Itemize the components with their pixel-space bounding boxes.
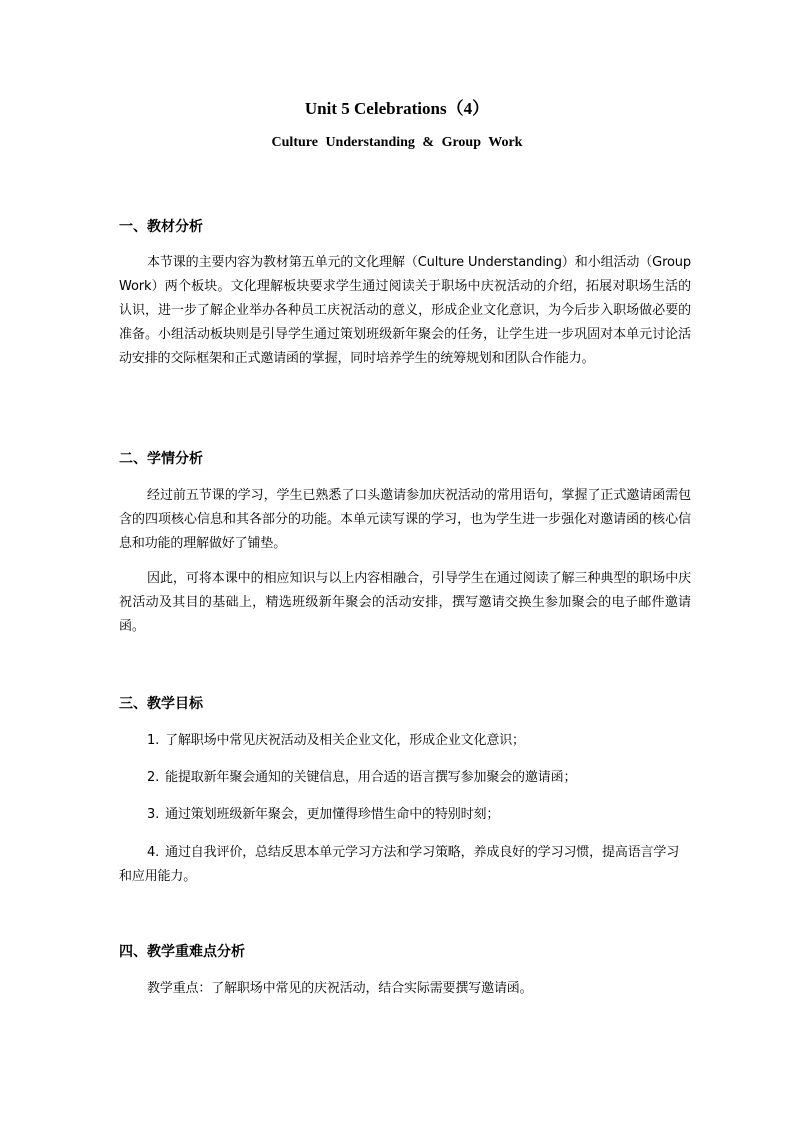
section-paragraph: 教学重点：了解职场中常见的庆祝活动，结合实际需要撰写邀请函。: [147, 981, 533, 996]
objective-number: 2.: [147, 770, 160, 785]
document-subtitle: Culture Understanding & Group Work: [271, 135, 523, 150]
objective-number: 3.: [147, 807, 160, 822]
section-paragraph: 因此，可将本课中的相应知识与以上内容相融合，引导学生在通过阅读了解三种典型的职场中庆祝活动及其目的基础上，精选班级新年聚会的活动安排，撰写邀请交换生参加聚会的电子邮件邀请函。: [119, 571, 691, 634]
objective-text: 能提取新年聚会通知的关键信息，用合适的语言撰写参加聚会的邀请函；: [165, 770, 577, 785]
section-heading-key-difficult-points: 四、教学重难点分析: [119, 944, 245, 960]
objective-number: 1.: [147, 733, 160, 748]
objective-text: 了解职场中常见庆祝活动及相关企业文化，形成企业文化意识；: [165, 733, 525, 748]
objective-item: [119, 803, 691, 827]
section-paragraph: 本节课的主要内容为教材第五单元的文化理解（Culture Understanding）和小组活动（Group Work）两个板块。文化理解板块要求学生通过阅读关于职场中庆祝活动的介绍，拓展对职场生活的认识，进一步了解企业举办各种员工庆祝活动的意义，形成企业文化意识，为今后步入职场做必要的准备。小组活动板块则是引导学生通过策划班级新年聚会的任务，让学生进一步巩固对本单元讨论活动安排的交际框架和正式邀请函的掌握，同时培养学生的统筹规划和团队合作能力。: [119, 255, 691, 366]
section-heading-student-analysis: 二、学情分析: [119, 451, 203, 467]
objective-item: [119, 729, 691, 753]
objective-text: 通过自我评价，总结反思本单元学习方法和学习策略，养成良好的学习习惯，提高语言学习和应用能力。: [119, 845, 680, 884]
objective-text: 通过策划班级新年聚会，更加懂得珍惜生命中的特别时刻；: [165, 807, 500, 822]
section-heading-textbook-analysis: 一、教材分析: [119, 219, 203, 235]
section-heading-teaching-objectives: 三、教学目标: [119, 696, 203, 712]
document-title: Unit 5 Celebrations（4）: [304, 99, 490, 118]
objective-item: [119, 766, 691, 790]
objective-number: 4.: [147, 845, 160, 860]
objective-item: [119, 841, 691, 889]
section-paragraph: 经过前五节课的学习，学生已熟悉了口头邀请参加庆祝活动的常用语句，掌握了正式邀请函需包含的四项核心信息和其各部分的功能。本单元读写课的学习，也为学生进一步强化对邀请函的核心信息和功能的理解做好了铺垫。: [119, 488, 691, 551]
